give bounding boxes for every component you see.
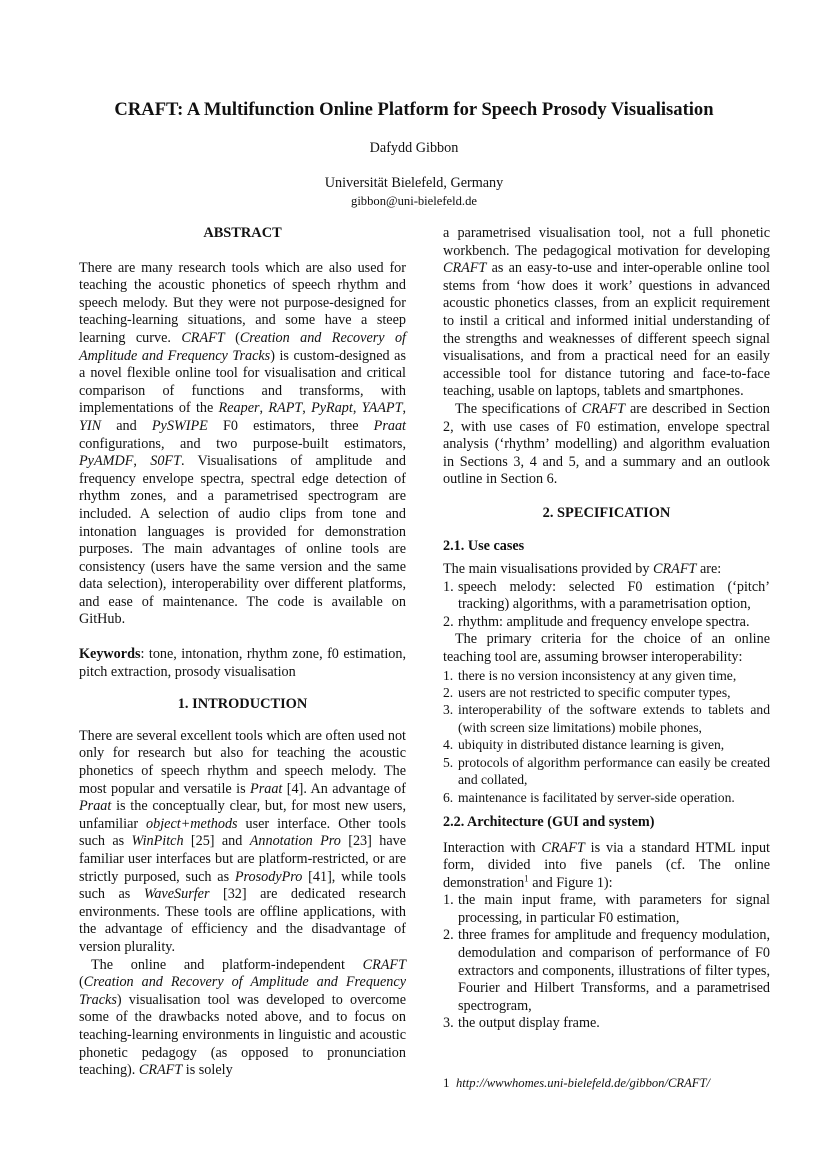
architecture-heading: 2.2. Architecture (GUI and system): [443, 813, 655, 830]
author-name: Dafydd Gibbon: [369, 140, 459, 156]
use-cases-intro-text: The main visualisations provided by: [443, 561, 650, 578]
list-item: 2. three frames for amplitude and frequency modulation, demodulation and comparison of performance of F0 extractors and components, illustrations of filter types, Fourier and Hilbert Transforms, and a parametrised spectrogram,: [443, 927, 770, 1014]
use-cases-intro-end: are:: [696, 561, 722, 578]
list-item: 2. users are not restricted to specific computer types,: [443, 685, 731, 701]
criteria-list: [443, 667, 770, 806]
list-item: 4. ubiquity in distributed distance learning is given,: [443, 737, 725, 753]
list-item: 1. the main input frame, with parameters for signal processing, in particular F0 estimation,: [443, 892, 770, 926]
specification-heading: 2. SPECIFICATION: [542, 504, 671, 521]
craft-name: CRAFT: [653, 561, 697, 578]
panels-list: [443, 892, 770, 1033]
intro-paragraph-3: The specifications of CRAFT are described in Section 2, with use cases of F0 estimation, envelope spectral analysis (‘rhythm’ modelling) and algorithm evaluation in Sections 3, 4 and 5, and a summary and an outlook outline in Section 6.: [443, 400, 770, 488]
author-email: gibbon@uni-bielefeld.de: [351, 194, 477, 208]
introduction-heading: 1. INTRODUCTION: [177, 696, 308, 713]
list-item: 2. rhythm: amplitude and frequency envelope spectra.: [443, 613, 750, 630]
abstract-heading: ABSTRACT: [203, 225, 282, 241]
list-item: 1. there is no version inconsistency at any given time,: [443, 667, 737, 683]
keywords-paragraph: [79, 646, 406, 681]
footnote-number: 1: [443, 1075, 450, 1090]
list-item: 3. interoperability of the software extends to tablets and (with screen size limitations) mobile phones,: [443, 702, 770, 735]
footnote: [443, 1075, 773, 1091]
list-item: 5. protocols of algorithm performance can easily be created and collated,: [443, 754, 770, 788]
architecture-intro: Interaction with CRAFT is via a standard HTML input form, divided into five panels (cf. The online demonstration$^1$ and Figure 1):: [443, 839, 770, 891]
keywords-label: Keywords: [79, 646, 141, 663]
list-item: 1. speech melody: selected F0 estimation (‘pitch’ tracking) algorithms, with a parametrisation option,: [443, 578, 770, 613]
use-cases-intro: [443, 561, 770, 579]
intro-paragraph-2: The online and platform-independent CRAFT (Creation and Recovery of Amplitude and Frequency Tracks) visualisation tool was developed to overcome some of the drawbacks noted above, and to focus on teaching-learning environments in linguistic and acoustic phonetic pedagogy (as opposed to pronunciation teaching). CRAFT is solely: [79, 956, 406, 1079]
right-column: [443, 225, 770, 1033]
keywords-text: : tone, intonation, rhythm zone, f0 estimation, pitch extraction, prosody visualisation: [79, 646, 406, 680]
paper-title: CRAFT: A Multifunction Online Platform for Speech Prosody Visualisation: [114, 99, 714, 120]
footnote-url[interactable]: http://wwwhomes.uni-bielefeld.de/gibbon/CRAFT/: [456, 1076, 710, 1090]
list-item: 3. the output display frame.: [443, 1015, 600, 1032]
craft-name: CRAFT: [541, 839, 585, 856]
author-affiliation: Universität Bielefeld, Germany: [324, 175, 504, 191]
visualisations-list: [443, 579, 770, 632]
criteria-intro: The primary criteria for the choice of an online teaching tool are, assuming browser interoperability:: [443, 631, 770, 666]
abstract-text: There are many research tools which are also used for teaching the acoustic phonetics of speech rhythm and speech melody. But they were not purpose-designed for teaching-learning situations, and some have a steep learning curve. CRAFT (Creation and Recovery of Amplitude and Frequency Tracks) is custom-designed as a novel flexible online tool for visualisation and critical comparison of functions and transforms, with implementations of the Reaper, RAPT, PyRapt, YAAPT, YIN and PySWIPE F0 estimators, three Praat configurations, and two purpose-built estimators, PyAMDF, S0FT. Visualisations of amplitude and frequency envelope spectra, spectral edge detection of rhythm zones, and a parametrised spectrogram are included. A selection of audio clips from tone and intonation languages is provided for demonstration purposes. The main advantages of online tools are consistency (users have the same version and the same data selection), interoperability over different platforms, and ease of maintenance. The code is available on GitHub.: [79, 259, 407, 628]
intro-paragraph-1: There are several excellent tools which are often used not only for research but also for teaching the acoustic phonetics of speech rhythm and speech melody. The most popular and versatile is Praat [4]. An advantage of Praat is the conceptually clear, but, for most new users, unfamiliar object+methods user interface. Other tools such as WinPitch [25] and Annotation Pro [23] have familiar user interfaces but are platform-restricted, or are strictly purposed, such as ProsodyPro [41], while tools such as WaveSurfer [32] are dedicated research environments. These tools are offline applications, with the advantage of efficiency and the disadvantage of version plurality.: [79, 727, 407, 955]
intro-paragraph-2-continued: a parametrised visualisation tool, not a full phonetic workbench. The pedagogical motivation for developing CRAFT as an easy-to-use and inter-operable online tool stems from ‘how does it work’ questions in advanced acoustic phonetics classes, from an explicit requirement to instil a critical and informed initial understanding of the strengths and weaknesses of different speech signal visualisations, and from a practical need for an easily accessible tool for distance tutoring and face-to-face teaching, usable on laptops, tablets and smartphones.: [443, 225, 770, 400]
list-item: 6. maintenance is facilitated by server-side operation.: [443, 789, 735, 805]
use-cases-heading: 2.1. Use cases: [443, 537, 525, 554]
footnote-mark: 1: [524, 872, 529, 883]
left-column: [79, 225, 406, 1080]
